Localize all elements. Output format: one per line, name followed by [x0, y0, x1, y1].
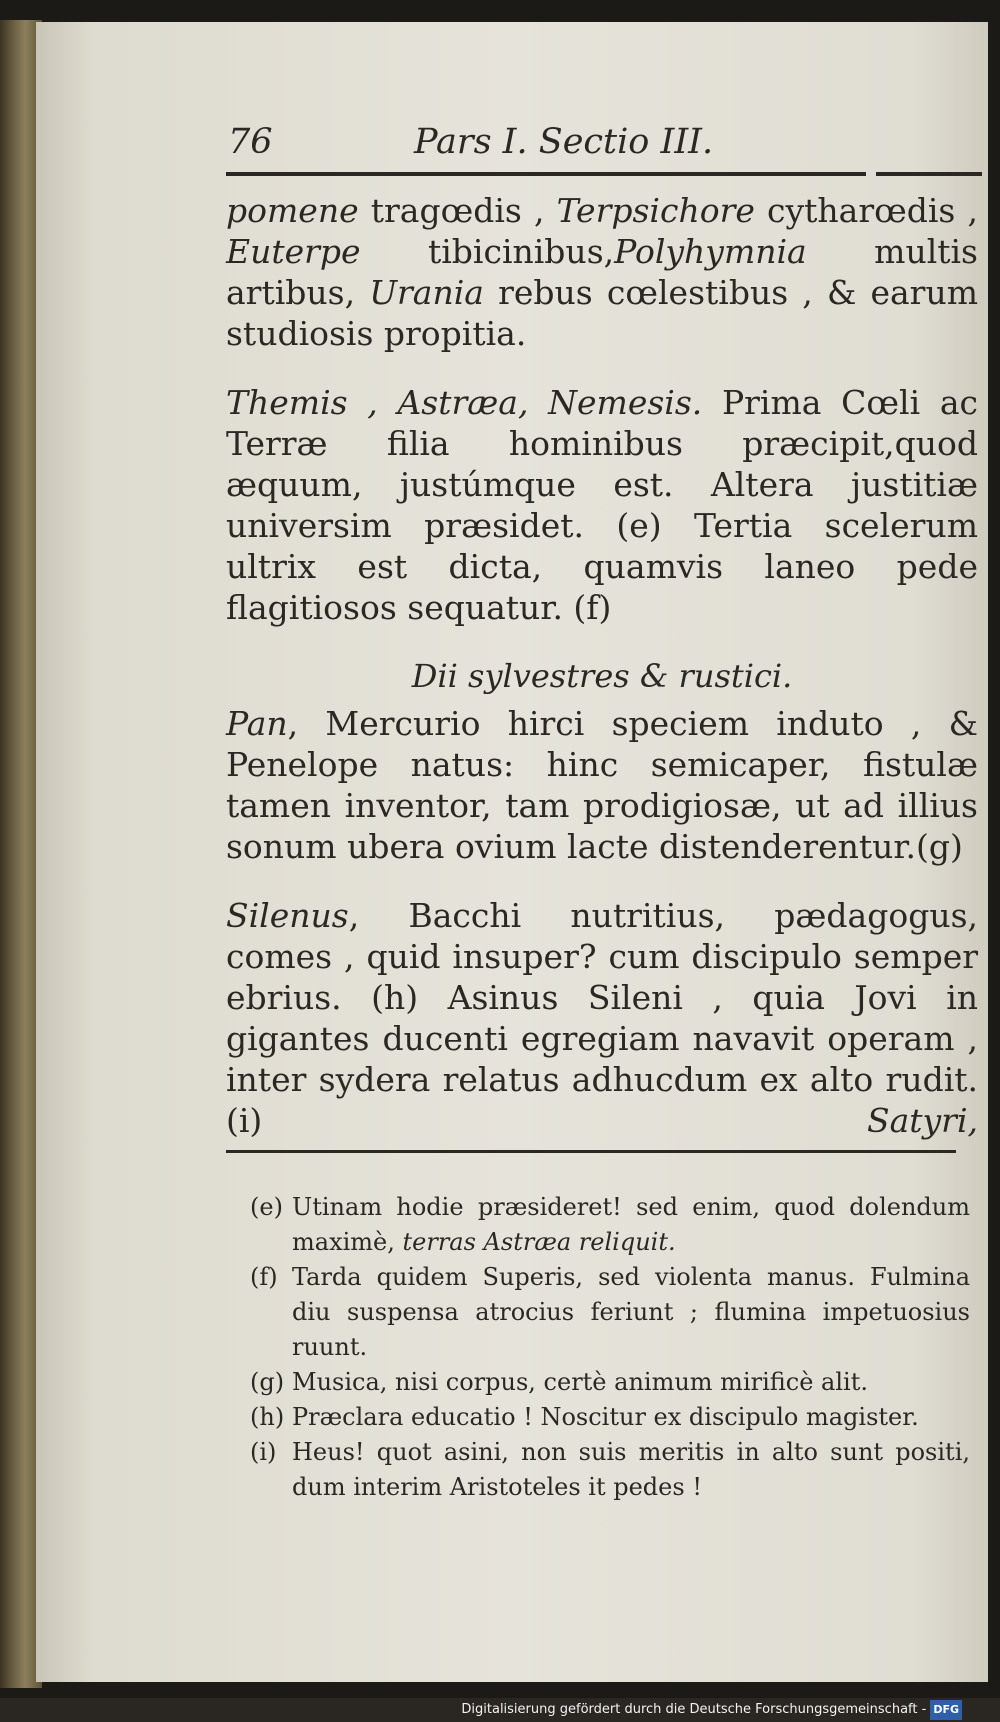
dfg-logo: DFG [930, 1700, 962, 1720]
section-heading: Dii sylvestres & rustici. [411, 657, 793, 695]
paragraph-muses [226, 190, 978, 354]
text-run: cytharœdis , [754, 191, 978, 230]
muse-name: Terpsichore [556, 191, 755, 230]
muse-name: pomene [226, 191, 359, 230]
text-run: , Mercurio hirci speciem induto , & Penelope natus: hinc semicaper, fistulæ tamen inventor, tam prodigiosæ, ut ad illius sonum ubera ovium lacte distenderentur.(g) [226, 704, 978, 866]
footnote-mark: (e) [250, 1193, 283, 1221]
muse-name: Euterpe [226, 232, 361, 271]
footnote-mark: (h) [250, 1403, 285, 1431]
text-run: Utinam hodie præsideret! sed enim, quod dolendum maximè, [292, 1193, 970, 1256]
book-page [36, 22, 988, 1682]
footnote-text: Musica, nisi corpus, certè animum mirificè alit. [292, 1368, 868, 1396]
text-run: tibicinibus, [360, 232, 615, 271]
main-text [226, 190, 978, 1161]
text-run: Prima Cœli ac Terræ filia hominibus præcipit,quod æquum, justúmque est. Altera justitiæ universim præsidet. (e) Tertia scelerum ultrix est dicta, quamvis laneo pede flagitiosos sequatur. (f) [226, 383, 978, 627]
deity-names: Themis , Astræa, Nemesis. [226, 383, 703, 422]
quotation: terras Astræa reliquit. [402, 1228, 676, 1256]
muse-name: Polyhymnia [614, 232, 807, 271]
text-run: tragœdis , [358, 191, 557, 230]
header-rule [226, 172, 866, 176]
header-rule-short [876, 172, 982, 176]
muse-name: Urania [369, 273, 484, 312]
footnote [250, 1190, 970, 1260]
page-header [192, 104, 980, 164]
text-run: , Bacchi nutritius, pædagogus, comes , quid insuper? cum discipulo semper ebrius. (h) Asinus Sileni , quia Jovi in gigantes ducenti egregiam navavit operam , inter sydera relatus adhucdum ex alto rudit. (i) [226, 896, 978, 1140]
footnote-mark: (g) [250, 1368, 285, 1396]
credit-text: Digitalisierung gefördert durch die Deutsche Forschungsgemeinschaft - [461, 1702, 927, 1717]
footnote-text [292, 1190, 970, 1260]
text-run: rebus cœlestibus , & earum studiosis propitia. [226, 273, 978, 353]
footnotes [250, 1190, 970, 1505]
text-run: multis artibus, [226, 232, 978, 312]
paragraph-silenus [226, 895, 978, 1141]
footnote-text: Tarda quidem Superis, sed violenta manus. Fulmina diu suspensa atrocius feriunt ; flumina impetuosius ruunt. [292, 1263, 970, 1361]
paragraph-pan [226, 703, 978, 867]
footnote [250, 1435, 970, 1505]
catchword: Satyri, [866, 1101, 978, 1140]
digitization-credit [461, 1700, 962, 1720]
footnote-rule [226, 1150, 956, 1153]
footnote-mark: (f) [250, 1263, 278, 1291]
paragraph-themis [226, 382, 978, 628]
footnote [250, 1365, 970, 1400]
footnote-text: Heus! quot asini, non suis meritis in alto sunt positi, dum interim Aristoteles it pedes ! [292, 1438, 970, 1501]
deity-name: Pan [226, 704, 288, 743]
running-title: Pars I. Sectio III. [414, 122, 714, 162]
footnote [250, 1400, 970, 1435]
page-number: 76 [228, 122, 273, 162]
footnote-mark: (i) [250, 1438, 277, 1466]
footnote [250, 1260, 970, 1365]
footnote-text: Præclara educatio ! Noscitur ex discipulo magister. [292, 1403, 919, 1431]
deity-name: Silenus [226, 896, 349, 935]
